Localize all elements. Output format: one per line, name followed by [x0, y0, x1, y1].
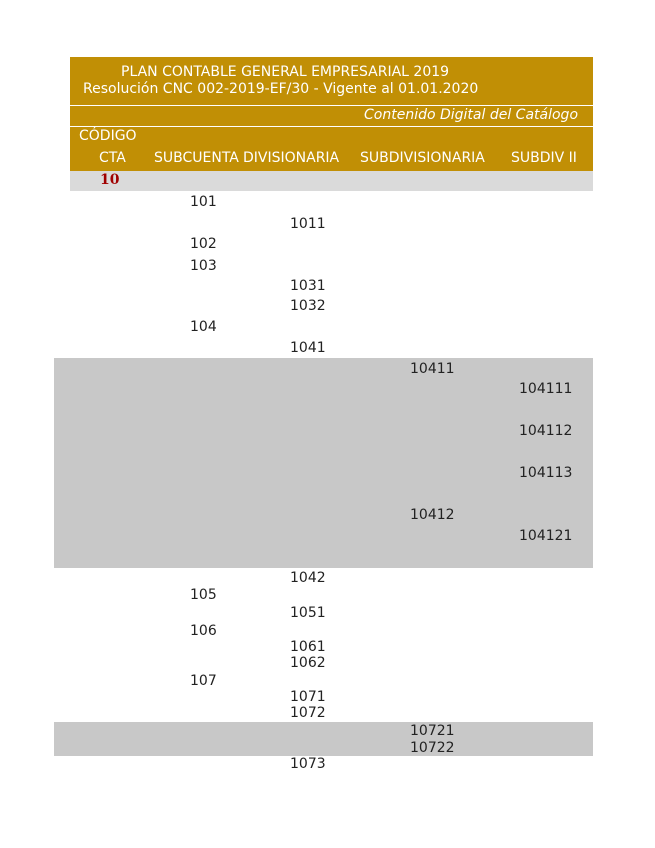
- account-code-subdivisionaria: 10412: [410, 507, 455, 523]
- column-headers: [70, 127, 593, 171]
- account-code-divisionaria: 1062: [290, 655, 326, 671]
- title-line-2: Resolución CNC 002-2019-EF/30 - Vigente al 01.01.2020: [83, 81, 479, 97]
- col-cta: CTA: [99, 150, 126, 166]
- account-code-subdivisionaria: 10722: [410, 740, 455, 756]
- col-subdivisionaria: SUBDIVISIONARIA: [360, 150, 485, 166]
- account-code-divisionaria: 1051: [290, 605, 326, 621]
- account-code-subdiv2: 104113: [519, 465, 573, 481]
- account-code-subdiv2: 104121: [519, 528, 573, 544]
- account-code-subdivisionaria: 10721: [410, 723, 455, 739]
- account-code-divisionaria: 1061: [290, 639, 326, 655]
- account-code-divisionaria: 1011: [290, 216, 326, 232]
- account-code-subcuenta: 105: [190, 587, 217, 603]
- account-code-divisionaria: 1073: [290, 756, 326, 772]
- account-code-subcuenta: 101: [190, 194, 217, 210]
- account-code-subdiv2: 104111: [519, 381, 573, 397]
- col-subdiv-ii: SUBDIV II: [511, 150, 577, 166]
- account-row: [70, 171, 593, 191]
- account-code-subdiv2: 104112: [519, 423, 573, 439]
- subtitle: Contenido Digital del Catálogo: [364, 107, 579, 123]
- shaded-band: [54, 722, 593, 756]
- account-code-subcuenta: 107: [190, 673, 217, 689]
- account-code-subcuenta: 103: [190, 258, 217, 274]
- col-codigo: CÓDIGO: [79, 128, 137, 144]
- shaded-band: [54, 358, 593, 568]
- account-code-subdivisionaria: 10411: [410, 361, 455, 377]
- col-subcuenta: SUBCUENTA: [154, 150, 239, 166]
- account-code-divisionaria: 1031: [290, 278, 326, 294]
- account-code-divisionaria: 1071: [290, 689, 326, 705]
- account-code-divisionaria: 1032: [290, 298, 326, 314]
- title-line-1: PLAN CONTABLE GENERAL EMPRESARIAL 2019: [121, 64, 450, 80]
- account-code-divisionaria: 1072: [290, 705, 326, 721]
- account-code-subcuenta: 104: [190, 319, 217, 335]
- account-code-subcuenta: 106: [190, 623, 217, 639]
- account-code-divisionaria: 1041: [290, 340, 326, 356]
- col-divisionaria: DIVISIONARIA: [243, 150, 340, 166]
- subtitle-bar: [70, 106, 593, 126]
- account-code: 10: [100, 172, 120, 188]
- account-code-divisionaria: 1042: [290, 570, 326, 586]
- document-title: [70, 57, 593, 105]
- account-code-subcuenta: 102: [190, 236, 217, 252]
